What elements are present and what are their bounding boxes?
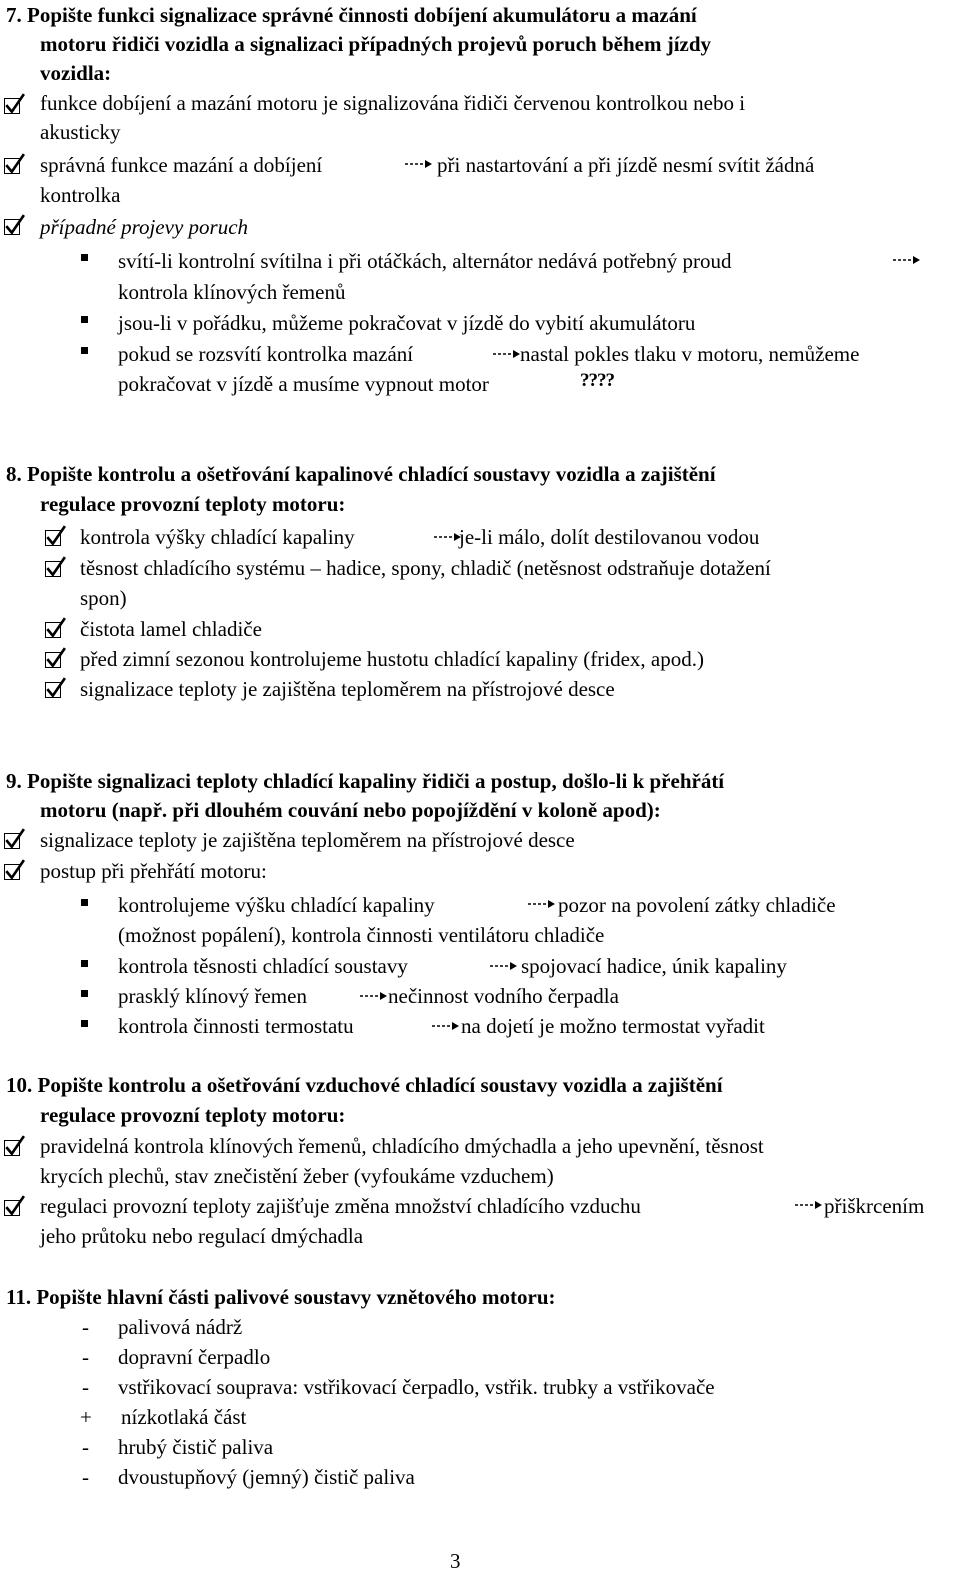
bullet-square-icon: [81, 960, 88, 967]
q9-sub1-text: kontrolujeme výšku chladící kapaliny: [118, 893, 435, 917]
q8-item3-text: čistota lamel chladiče: [80, 617, 262, 641]
arrow-right-icon: [360, 991, 388, 1001]
list-item: vstřikovací souprava: vstřikovací čerpadlo, vstřik. trubky a vstřikovače: [118, 1375, 715, 1399]
bullet-square-icon: [81, 1020, 88, 1027]
list-item-mark: -: [82, 1315, 89, 1339]
arrow-right-icon: [528, 899, 556, 909]
list-item-mark: -: [82, 1345, 89, 1369]
q10-item1-line-1: pravidelná kontrola klínových řemenů, chladícího dmýchadla a jeho upevnění, těsnost: [40, 1134, 764, 1158]
q8-heading-line-2: regulace provozní teploty motoru:: [40, 492, 346, 516]
q7-item1-line-2: akusticky: [40, 120, 121, 144]
checkbox-icon: [45, 561, 61, 577]
q7-sub3-continuation: pokračovat v jízdě a musíme vypnout motor: [118, 372, 489, 396]
q10-item1-line-2: krycích plechů, stav znečistění žeber (vyfoukáme vzduchem): [40, 1164, 554, 1188]
question-marks: ????: [580, 370, 614, 391]
bullet-square-icon: [81, 990, 88, 997]
q7-sub2-text: jsou-li v pořádku, můžeme pokračovat v jízdě do vybití akumulátoru: [118, 311, 696, 335]
checkbox-icon: [4, 158, 20, 174]
q10-item2-text: regulaci provozní teploty zajišťuje změna množství chladícího vzduchu: [40, 1194, 641, 1218]
q8-item4-text: před zimní sezonou kontrolujeme hustotu chladící kapaliny (fridex, apod.): [80, 647, 704, 671]
checkbox-icon: [45, 682, 61, 698]
checkbox-icon: [4, 1140, 20, 1156]
q7-sub3-consequence: nastal pokles tlaku v motoru, nemůžeme: [520, 342, 860, 366]
arrow-right-icon: [490, 961, 518, 971]
list-item-mark: -: [82, 1465, 89, 1489]
checkbox-icon: [4, 98, 20, 114]
q10-item2-consequence: přiškrcením: [824, 1194, 925, 1218]
list-item: hrubý čistič paliva: [118, 1435, 274, 1459]
checkbox-icon: [45, 530, 61, 546]
arrow-right-icon: [795, 1200, 823, 1210]
q7-item3-text: případné projevy poruch: [40, 215, 249, 239]
q8-item2-line-2: spon): [80, 586, 127, 610]
q8-item2-line-1: těsnost chladícího systému – hadice, spony, chladič (netěsnost odstraňuje dotažení: [80, 556, 771, 580]
arrow-right-icon: [405, 159, 433, 169]
q9-sub1-continuation: (možnost popálení), kontrola činnosti ventilátoru chladiče: [118, 923, 605, 947]
bullet-square-icon: [81, 316, 88, 323]
bullet-square-icon: [81, 347, 88, 354]
q8-heading-line-1: 8. Popište kontrolu a ošetřování kapalinové chladící soustavy vozidla a zajištění: [6, 462, 716, 486]
arrow-right-icon: [493, 349, 521, 359]
q7-item2-continuation: kontrolka: [40, 183, 121, 207]
q9-sub3-text: prasklý klínový řemen: [118, 984, 307, 1008]
q8-item5-text: signalizace teploty je zajištěna teploměrem na přístrojové desce: [80, 677, 615, 701]
q7-sub1-text: svítí-li kontrolní svítilna i při otáčkách, alternátor nedává potřebný proud: [118, 249, 732, 273]
q10-heading-line-1: 10. Popište kontrolu a ošetřování vzduchové chladící soustavy vozidla a zajištění: [6, 1073, 723, 1097]
q7-heading-line-3: vozidla:: [40, 61, 112, 85]
checkbox-icon: [4, 1200, 20, 1216]
q9-heading-line-1: 9. Popište signalizaci teploty chladící kapaliny řidiči a postup, došlo-li k přehřátí: [6, 769, 725, 793]
q8-item1-text: kontrola výšky chladící kapaliny: [80, 525, 355, 549]
list-item: dopravní čerpadlo: [118, 1345, 271, 1369]
q11-heading: 11. Popište hlavní části palivové soustavy vznětového motoru:: [6, 1285, 556, 1309]
q9-item2-text: postup při přehřátí motoru:: [40, 859, 267, 883]
q7-sub3-text: pokud se rozsvítí kontrolka mazání: [118, 342, 414, 366]
q7-heading-line-2: motoru řidiči vozidla a signalizaci případných projevů poruch během jízdy: [40, 32, 712, 56]
q9-heading-line-2: motoru (např. při dlouhém couvání nebo popojíždění v koloně apod):: [40, 798, 661, 822]
q7-item2-text: správná funkce mazání a dobíjení: [40, 153, 323, 177]
q7-item2-consequence: při nastartování a při jízdě nesmí svítit žádná: [437, 153, 815, 177]
q7-heading-line-1: 7. Popište funkci signalizace správné činnosti dobíjení akumulátoru a mazání: [6, 3, 697, 27]
list-item: nízkotlaká část: [121, 1405, 247, 1429]
list-item: dvoustupňový (jemný) čistič paliva: [118, 1465, 415, 1489]
page-number: 3: [450, 1549, 461, 1573]
q9-sub4-consequence: na dojetí je možno termostat vyřadit: [461, 1014, 765, 1038]
q10-item2-continuation: jeho průtoku nebo regulací dmýchadla: [40, 1224, 364, 1248]
q9-item1-text: signalizace teploty je zajištěna teploměrem na přístrojové desce: [40, 828, 575, 852]
bullet-square-icon: [81, 254, 88, 261]
q7-item1-line-1: funkce dobíjení a mazání motoru je signalizována řidiči červenou kontrolkou nebo i: [40, 91, 746, 115]
q8-item1-consequence: je-li málo, dolít destilovanou vodou: [459, 525, 760, 549]
q10-heading-line-2: regulace provozní teploty motoru:: [40, 1103, 346, 1127]
q9-sub1-consequence: pozor na povolení zátky chladiče: [558, 893, 836, 917]
arrow-right-icon: [893, 255, 921, 265]
arrow-right-icon: [432, 1021, 460, 1031]
bullet-square-icon: [81, 899, 88, 906]
q9-sub2-consequence: spojovací hadice, únik kapaliny: [521, 954, 787, 978]
list-item: palivová nádrž: [118, 1315, 243, 1339]
list-item-mark: +: [80, 1405, 92, 1429]
list-item-mark: -: [82, 1375, 89, 1399]
q7-sub1-continuation: kontrola klínových řemenů: [118, 280, 346, 304]
checkbox-icon: [45, 622, 61, 638]
checkbox-icon: [45, 652, 61, 668]
q9-sub3-consequence: nečinnost vodního čerpadla: [388, 984, 619, 1008]
checkbox-icon: [4, 833, 20, 849]
checkbox-icon: [4, 864, 20, 880]
q9-sub2-text: kontrola těsnosti chladící soustavy: [118, 954, 408, 978]
list-item-mark: -: [82, 1435, 89, 1459]
arrow-right-icon: [434, 532, 462, 542]
q9-sub4-text: kontrola činnosti termostatu: [118, 1014, 354, 1038]
checkbox-icon: [4, 219, 20, 235]
